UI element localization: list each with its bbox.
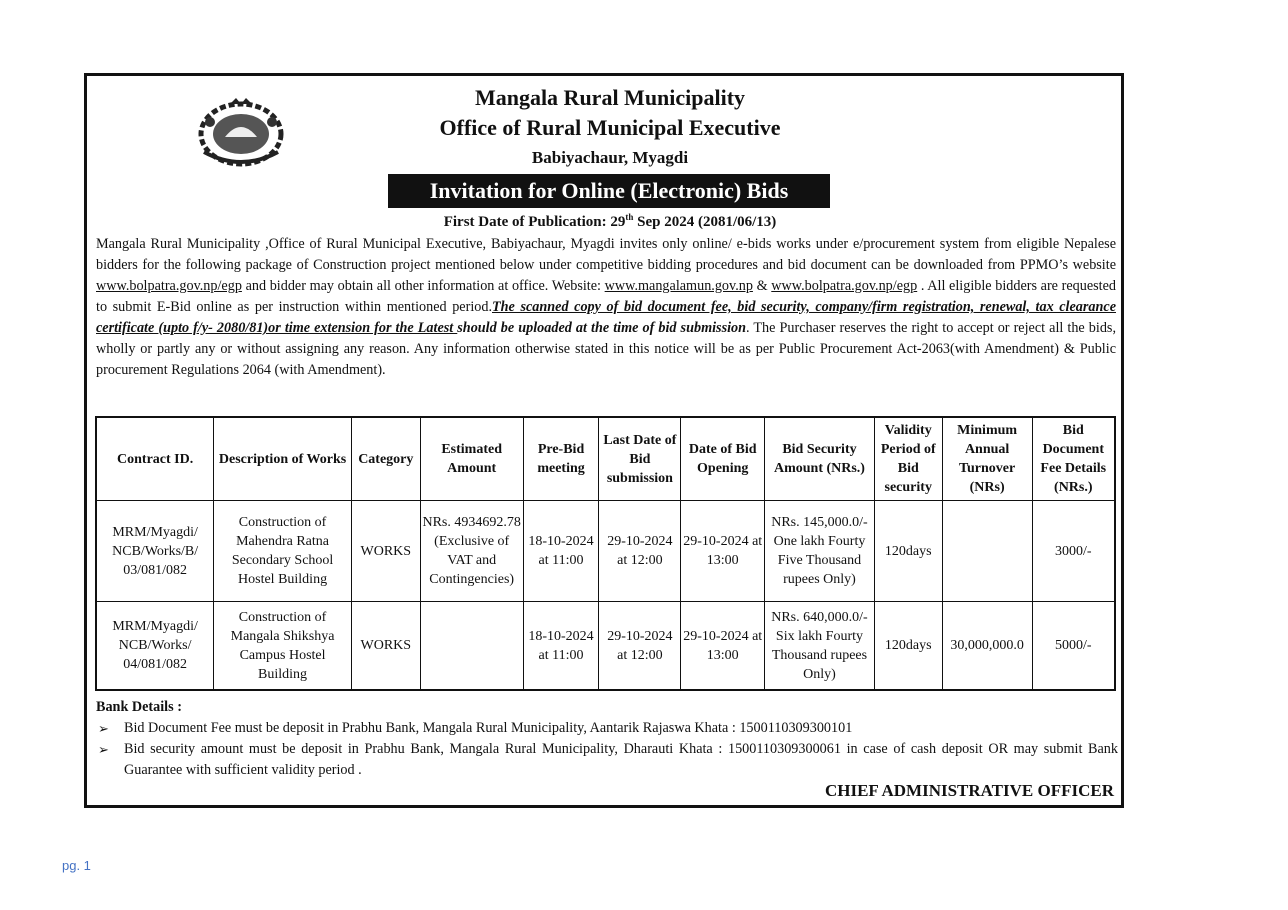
table-cell: 5000/- [1032,602,1115,691]
list-item: ➢ Bid Document Fee must be deposit in Prabhu Bank, Mangala Rural Municipality, Aantarik Rajaswa Khata : 1500110309300101 [96,718,1118,739]
arrow-bullet-icon: ➢ [98,721,109,736]
table-cell [420,602,523,691]
table-header: Date of Bid Opening [681,417,765,501]
table-cell: WORKS [351,501,420,602]
table-cell [942,501,1032,602]
table-header: Validity Period of Bid security [874,417,942,501]
table-header-row [96,417,1115,501]
table-cell: 29-10-2024 at 13:00 [681,602,765,691]
table-cell: MRM/Myagdi/ NCB/Works/B/ 03/081/082 [96,501,214,602]
table-header: Bid Document Fee Details (NRs.) [1032,417,1115,501]
bolpatra-link[interactable]: www.bolpatra.gov.np/egp [771,278,918,294]
table-cell: 3000/- [1032,501,1115,602]
table-cell: MRM/Myagdi/ NCB/Works/ 04/081/082 [96,602,214,691]
municipality-website-link[interactable]: www.mangalamun.gov.np [604,278,753,294]
table-header: Pre-Bid meeting [523,417,599,501]
table-cell: 29-10-2024 at 12:00 [599,602,681,691]
office-name: Office of Rural Municipal Executive [439,115,781,140]
table-cell: 120days [874,602,942,691]
table-header: Category [351,417,420,501]
page-number: pg. 1 [62,858,91,873]
publication-date: First Date of Publication: 29th Sep 2024 (2081/06/13) [443,212,777,230]
table-cell: 29-10-2024 at 12:00 [599,501,681,602]
arrow-bullet-icon: ➢ [98,742,109,757]
notice-title: Invitation for Online (Electronic) Bids [388,174,830,208]
ppmo-link[interactable]: www.bolpatra.gov.np/egp [96,278,242,294]
table-cell: Construction of Mangala Shikshya Campus Hostel Building [214,602,352,691]
table-cell: 18-10-2024 at 11:00 [523,501,599,602]
table-row [96,501,1115,602]
table-cell: Construction of Mahendra Ratna Secondary School Hostel Building [214,501,352,602]
office-location: Babiyachaur, Myagdi [531,148,689,167]
intro-paragraph: Mangala Rural Municipality ,Office of Rural Municipal Executive, Babiyachaur, Myagdi invites only online/ e-bids works under e/procurement system from eligible Nepalese bidders for the following package of Construction project mentioned below under competitive bidding procedures and bid document can be downloaded from PPMO’s website www.bolpatra.gov.np/egp and bidder may obtain all other information at office. Website: www.mangalamun.gov.np & www.bolpatra.gov.np/egp . All eligible bidders are requested to submit E-Bid online as per instruction within mentioned period.The scanned copy of bid document fee, bid security, company/firm registration, renewal, tax clearance certificate (upto f/y- 2080/81)or time extension for the Latest should be uploaded at the time of bid submission. The Purchaser reserves the right to accept or reject all the bids, wholly or partly any or without assigning any reason. Any information otherwise stated in this notice will be as per Public Procurement Act-2063(with Amendment) & Public procurement Regulations 2064 (with Amendment). [96,236,1116,378]
table-header: Description of Works [214,417,352,501]
bank-details-title: Bank Details : [96,699,182,715]
table-cell: WORKS [351,602,420,691]
table-header: Minimum Annual Turnover (NRs) [942,417,1032,501]
table-cell: 18-10-2024 at 11:00 [523,602,599,691]
table-cell: 120days [874,501,942,602]
org-name: Mangala Rural Municipality [474,85,746,110]
table-cell: NRs. 640,000.0/- Six lakh Fourty Thousand rupees Only) [765,602,875,691]
signatory: CHIEF ADMINISTRATIVE OFFICER [824,781,1114,800]
table-cell: 29-10-2024 at 13:00 [681,501,765,602]
table-header: Contract ID. [96,417,214,501]
table-header: Last Date of Bid submission [599,417,681,501]
list-item: ➢ Bid security amount must be deposit in Prabhu Bank, Mangala Rural Municipality, Dharauti Khata : 1500110309300061 in case of cash deposit OR may submit Bank Guarantee with sufficient validity period . [98,741,1118,778]
bank-details [96,697,1118,781]
table-header: Bid Security Amount (NRs.) [765,417,875,501]
table-row [96,602,1115,691]
table-cell: NRs. 4934692.78 (Exclusive of VAT and Contingencies) [420,501,523,602]
table-cell: 30,000,000.0 [942,602,1032,691]
table-header: Estimated Amount [420,417,523,501]
table-cell: NRs. 145,000.0/- One lakh Fourty Five Thousand rupees Only) [765,501,875,602]
bids-table [95,416,1116,691]
